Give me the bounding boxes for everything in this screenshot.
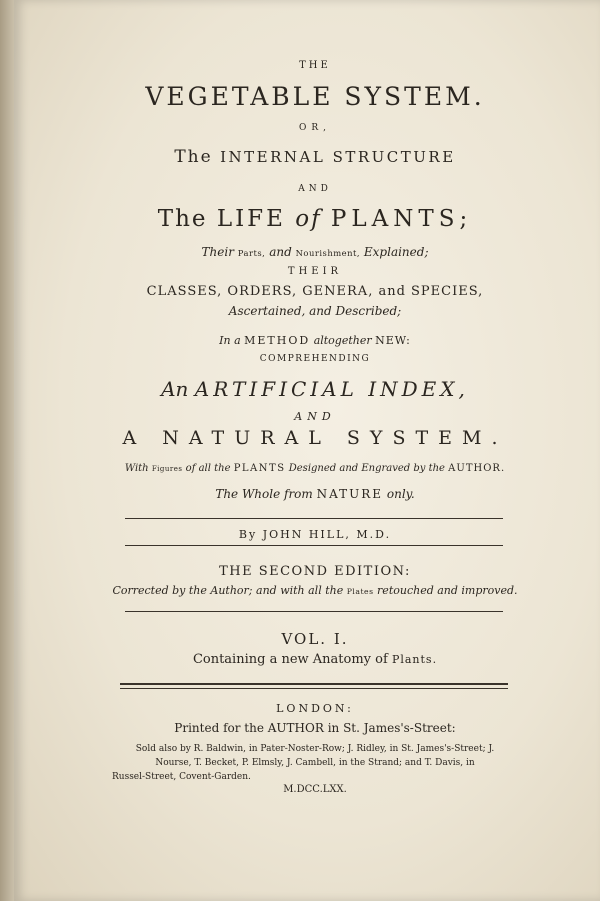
whole-from: The Whole from [215,487,313,501]
sold-line-2: Nourse, T. Becket, P. Elmsly, J. Cambell, in the Strand; and T. Davis, in [155,758,475,768]
index-main: ARTIFICIAL INDEX, [194,377,469,401]
explained-word: Explained; [363,245,429,259]
containing-plants: Plants. [391,653,438,666]
containing-text: Containing a new Anatomy of [192,652,388,667]
subtitle-internal-structure [106,147,524,167]
parts-word: Parts, [237,248,266,258]
containing-line [106,652,524,667]
method-line [106,334,524,347]
their-heading: THEIR [287,266,343,277]
subtitle-internal-main: INTERNAL STRUCTURE [220,148,456,166]
rule-below-edition [125,611,503,612]
life-the: The [157,206,208,232]
edition-line: THE SECOND EDITION: [219,564,411,579]
life-word: LIFE [216,206,286,232]
their-parts-and: and [269,245,292,259]
sold-line-3: Russel-Street, Covent-Garden. [112,772,251,782]
imprint-year: M.DCC.LXX. [283,784,347,795]
corrected-line [106,584,524,597]
and-line-1: AND [298,184,332,194]
figures-word: Figures [151,465,183,473]
their-parts-line [106,245,524,259]
nature-word: NATURE [316,487,384,501]
figures-line [106,463,524,474]
rule-above-imprint-1 [120,683,508,685]
method-altogether: altogether [313,334,372,347]
corrected-text: Corrected by the Author; and with all the [112,584,344,597]
volume-line: VOL. I. [281,630,349,648]
method-word: METHOD [244,334,311,347]
printed-for-line: Printed for the AUTHOR in St. James's-Street: [174,721,456,735]
author-line: By JOHN HILL, M.D. [238,528,392,541]
subtitle-life-of-plants [106,206,524,232]
rule-above-author [125,518,503,519]
rule-above-imprint-2 [120,688,508,689]
artificial-index-line [106,377,524,401]
life-plants: PLANTS; [330,206,473,232]
or-line: OR, [298,123,331,133]
subtitle-the: The [174,147,213,167]
title-page [14,0,600,901]
comprehending-line: COMPREHENDING [259,354,371,364]
their-parts-word: Their [201,245,234,259]
nourishment-word: Nourishment, [295,248,361,258]
figures-author: AUTHOR. [448,463,506,474]
the-heading: THE [299,60,331,71]
figures-plants: PLANTS [233,463,286,474]
main-title: VEGETABLE SYSTEM. [145,82,485,111]
life-of: of [295,206,322,232]
whole-from-nature-line [106,487,524,501]
retouched-text: retouched and improved. [377,584,518,597]
figures-with: With [124,463,149,474]
figures-designed: Designed and Engraved by the [288,463,445,474]
ascertained-line: Ascertained, and Described; [228,304,402,318]
index-an: An [161,377,189,401]
method-new: NEW: [375,334,411,347]
sold-line-1: Sold also by R. Baldwin, in Pater-Noster-Row; J. Ridley, in St. James's-Street; J. [135,744,495,754]
figures-of-all: of all the [185,463,231,474]
london-line: LONDON: [276,702,354,715]
and-line-2: AND [294,410,336,423]
plates-word: Plates [346,587,374,596]
rule-below-author [125,545,503,546]
classes-line: CLASSES, ORDERS, GENERA, and SPECIES, [146,284,484,299]
only-word: only. [386,487,415,501]
natural-system-line: A NATURAL SYSTEM. [122,427,508,449]
method-in-a: In a [219,334,241,347]
